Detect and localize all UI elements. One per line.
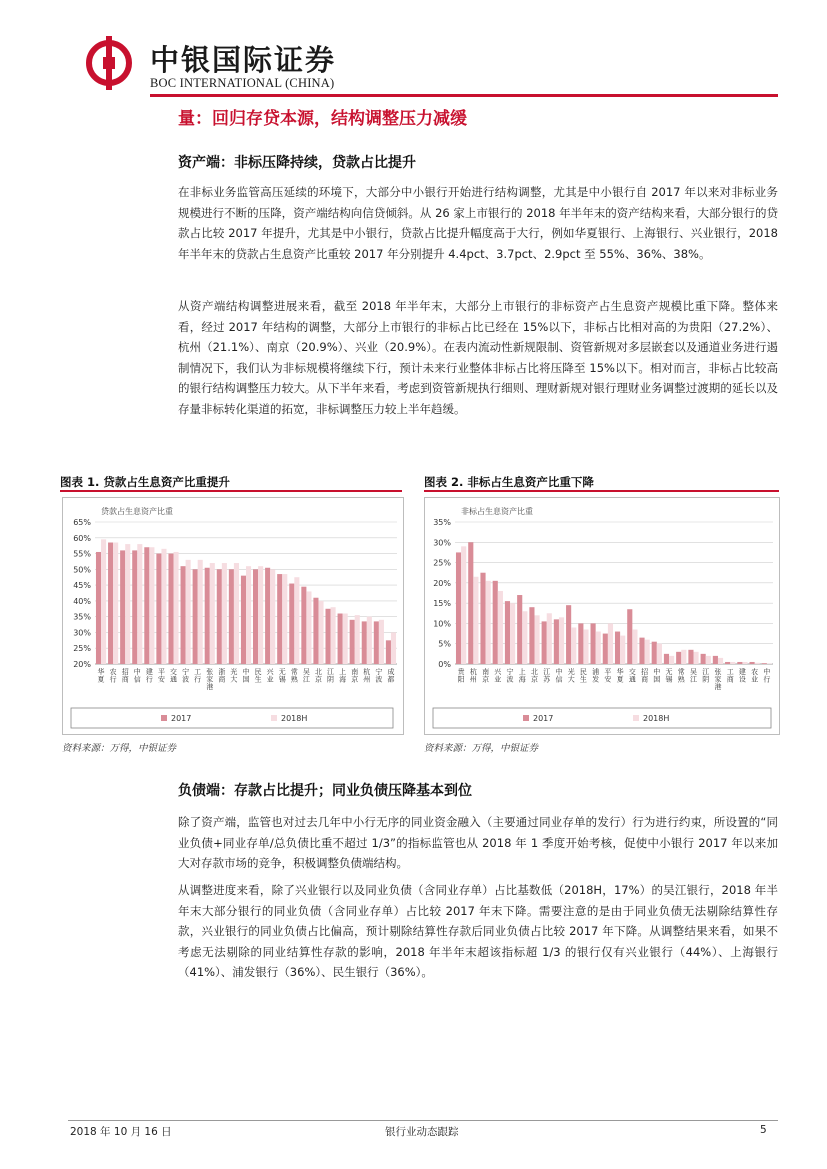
- bar-2017-9: [205, 568, 210, 664]
- bar-2017-3: [493, 581, 498, 664]
- bar-2017-10: [578, 623, 583, 664]
- liability-side-paragraph-1: 除了资产端，监管也对过去几年中小行无序的同业资金融入（主要通过同业存单的发行）行为进行约束，所设置的“同业负债+同业存单/总负债比重不超过 1/3”的指标监管也从 2018 年 1 季度开始考核，促使中小银行 2017 年以来加大对存款市场的竞争，积极调整负债端结构。: [178, 815, 778, 870]
- x-tick-label: 光大: [230, 668, 238, 684]
- bar-2017-16: [652, 642, 657, 664]
- legend-label-2018H: 2018H: [281, 714, 308, 723]
- x-tick-label: 贵阳: [457, 668, 465, 684]
- bar-2017-8: [554, 619, 559, 664]
- y-tick-label: 20%: [73, 660, 91, 669]
- bar-2018H-5: [522, 611, 527, 664]
- footer-report-name: 银行业动态跟踪: [385, 1126, 459, 1138]
- bar-2017-17: [301, 587, 306, 664]
- x-tick-label: 农业: [751, 668, 759, 684]
- bar-2018H-7: [186, 560, 191, 664]
- x-tick-label: 浦发: [592, 668, 600, 684]
- y-tick-label: 55%: [73, 549, 91, 559]
- y-tick-label: 50%: [73, 565, 91, 575]
- x-tick-label: 吴江: [690, 668, 697, 684]
- bar-2018H-4: [510, 603, 515, 664]
- bar-2017-7: [181, 566, 186, 664]
- bar-2018H-14: [632, 630, 637, 664]
- bar-2018H-16: [657, 644, 662, 664]
- bar-2018H-14: [270, 569, 275, 664]
- bar-2017-18: [313, 598, 318, 664]
- bar-2017-2: [480, 573, 485, 664]
- bar-2017-5: [517, 595, 522, 664]
- bar-2017-6: [529, 607, 534, 664]
- x-tick-label: 中国: [242, 668, 250, 684]
- bar-2017-24: [750, 662, 755, 664]
- footer-page-number: 5: [760, 1124, 767, 1136]
- chart-inner-title: 非标占生息资产比重: [461, 507, 533, 516]
- bar-2017-12: [603, 634, 608, 664]
- bar-2018H-8: [559, 617, 564, 664]
- bar-2017-13: [615, 632, 620, 664]
- bar-2018H-22: [367, 617, 372, 664]
- x-tick-label: 宁波: [182, 668, 190, 684]
- x-tick-label: 杭州: [469, 668, 477, 684]
- figure-1-title: 图表 1. 贷款占生息资产比重提升: [60, 475, 230, 489]
- bar-2017-1: [108, 543, 113, 664]
- y-tick-label: 5%: [438, 639, 451, 649]
- bar-2017-18: [676, 652, 681, 664]
- y-tick-label: 40%: [73, 596, 91, 606]
- bar-2018H-2: [486, 581, 491, 664]
- asset-side-paragraph-1: 在非标业务监管高压延续的环境下，大部分中小银行开始进行结构调整，尤其是中小银行自 2017 年以来对非标业务规模进行不断的压降，资产端结构向信贷倾斜。从 26 家上市银行的 2018 年半年末的资产结构来看，大部分银行的贷款占比较 2017 年提升，尤其是中小银行，贷款占比提升幅度高于大行，例如华夏银行、上海银行、兴业银行，2018 年半年末的贷款占生息资产比重较 2017 年分别提升 4.4pct、3.7pct、2.9pct 至 55%、36%、38%。: [178, 185, 778, 261]
- bar-2017-24: [386, 640, 391, 664]
- y-tick-label: 45%: [73, 581, 91, 591]
- bar-2017-11: [591, 623, 596, 664]
- x-tick-label: 常熟: [677, 668, 685, 684]
- x-tick-label: 吴江: [302, 668, 310, 684]
- bar-2018H-9: [571, 627, 576, 664]
- bar-2018H-4: [149, 547, 154, 664]
- x-tick-label: 华夏: [97, 668, 105, 684]
- x-tick-label: 江阴: [702, 668, 710, 684]
- bar-2018H-21: [718, 658, 723, 664]
- bar-2017-20: [338, 614, 343, 664]
- y-tick-label: 60%: [73, 533, 91, 543]
- bar-2017-1: [468, 542, 473, 664]
- brand-name-cn: 中银国际证券: [150, 43, 337, 77]
- x-tick-label: 江阴: [327, 668, 335, 684]
- bar-2018H-3: [498, 591, 503, 664]
- x-tick-label: 招商: [121, 668, 129, 684]
- x-tick-label: 上海: [339, 668, 347, 684]
- x-tick-label: 民生: [579, 668, 587, 684]
- y-tick-label: 30%: [433, 538, 451, 548]
- x-tick-label: 南京: [482, 668, 490, 684]
- x-tick-label: 张家港: [714, 668, 722, 691]
- bar-2018H-1: [473, 577, 478, 664]
- y-tick-label: 30%: [73, 628, 91, 638]
- footer-date: 2018 年 10 月 16 日: [70, 1126, 172, 1138]
- bar-2018H-0: [101, 539, 106, 664]
- bar-2017-13: [253, 569, 258, 664]
- bar-2017-3: [132, 550, 137, 664]
- x-tick-label: 无锡: [665, 668, 673, 684]
- bar-2018H-1: [113, 543, 118, 664]
- bar-2017-22: [725, 662, 730, 664]
- figure-1-rule: [60, 490, 402, 492]
- bar-2017-4: [505, 601, 510, 664]
- bar-2018H-20: [706, 656, 711, 664]
- bar-2017-0: [456, 552, 461, 664]
- asset-side-heading: 资产端：非标压降持续，贷款占比提升: [178, 155, 416, 171]
- x-tick-label: 中行: [763, 668, 771, 684]
- x-tick-label: 宁波: [506, 668, 514, 684]
- x-tick-label: 宁波: [375, 668, 383, 684]
- bar-2017-22: [362, 621, 367, 664]
- legend-label-2017: 2017: [171, 714, 192, 723]
- x-tick-label: 兴业: [266, 668, 274, 684]
- bar-2018H-18: [318, 601, 323, 664]
- legend-swatch-2017: [523, 715, 529, 721]
- bar-2017-10: [217, 569, 222, 664]
- liability-side-paragraph-2: 从调整进度来看，除了兴业银行以及同业负债（含同业存单）占比基数低（2018H，17%）的吴江银行，2018 年半年末大部分银行的同业负债（含同业存单）占比较 2017 年末下降。需要注意的是由于同业负债无法剔除结算性存款，兴业银行的同业负债占比偏高，预计剔除结算性存款后同业负债占比较 2017 年下降。从调整结果来看，如果不考虑无法剔除的同业结算性存款的影响，2018 年半年末超该指标超 1/3 的银行仅有兴业银行（44%）、上海银行（41%）、浦发银行（36%）、民生银行（36%）。: [178, 883, 778, 979]
- x-tick-label: 南京: [351, 668, 359, 684]
- x-tick-label: 平安: [157, 668, 165, 684]
- y-tick-label: 15%: [433, 599, 451, 609]
- bar-2017-15: [639, 638, 644, 664]
- figure-1-chart-frame: [62, 497, 404, 735]
- x-tick-label: 建行: [145, 668, 153, 684]
- bar-2018H-0: [461, 546, 466, 664]
- bar-2017-20: [701, 654, 706, 664]
- bar-2018H-11: [596, 632, 601, 664]
- y-tick-label: 65%: [73, 518, 91, 527]
- bar-2017-16: [289, 584, 294, 664]
- x-tick-label: 建设: [738, 668, 746, 684]
- bar-2018H-23: [742, 662, 747, 664]
- bar-2018H-24: [391, 632, 396, 664]
- bar-2017-5: [156, 554, 161, 664]
- bar-2017-6: [168, 554, 173, 664]
- bar-2018H-20: [343, 614, 348, 664]
- y-tick-label: 35%: [433, 518, 451, 527]
- x-tick-label: 杭州: [363, 668, 371, 684]
- bar-2017-4: [144, 547, 149, 664]
- non-standard-ratio-chart: [425, 498, 779, 734]
- figure-2-rule: [424, 490, 779, 492]
- bar-2018H-5: [161, 549, 166, 664]
- bar-2018H-12: [608, 623, 613, 664]
- legend-label-2018H: 2018H: [643, 714, 670, 723]
- bar-2018H-23: [379, 620, 384, 664]
- bar-2018H-15: [645, 640, 650, 664]
- x-tick-label: 兴业: [494, 668, 502, 684]
- bar-2018H-12: [246, 566, 251, 664]
- bar-2018H-6: [174, 552, 179, 664]
- bar-2018H-9: [210, 563, 215, 664]
- x-tick-label: 工行: [194, 668, 202, 684]
- bar-2018H-19: [331, 607, 336, 664]
- x-tick-label: 北京: [531, 668, 538, 684]
- x-tick-label: 江苏: [543, 668, 551, 684]
- figure-2-title: 图表 2. 非标占生息资产比重下降: [424, 475, 594, 489]
- legend-box: [71, 708, 393, 728]
- y-tick-label: 35%: [73, 612, 91, 622]
- bar-2018H-8: [198, 560, 203, 664]
- bar-2017-9: [566, 605, 571, 664]
- x-tick-label: 上海: [518, 668, 526, 684]
- bar-2017-19: [325, 609, 330, 664]
- x-tick-label: 中信: [133, 668, 141, 684]
- x-tick-label: 华夏: [616, 668, 624, 684]
- bar-2017-14: [265, 568, 270, 664]
- y-tick-label: 25%: [433, 558, 451, 568]
- x-tick-label: 北京: [314, 668, 322, 684]
- legend-label-2017: 2017: [533, 714, 554, 723]
- bar-2017-2: [120, 550, 125, 664]
- bar-2017-25: [762, 663, 767, 664]
- bar-2017-12: [241, 576, 246, 664]
- y-tick-label: 10%: [433, 619, 451, 629]
- bar-2017-0: [96, 552, 101, 664]
- x-tick-label: 平安: [604, 668, 612, 684]
- bar-2018H-7: [547, 613, 552, 664]
- footer-divider: [68, 1120, 778, 1121]
- bar-2018H-21: [355, 615, 360, 664]
- bar-2018H-6: [535, 615, 540, 664]
- legend-swatch-2018H: [271, 715, 277, 721]
- x-tick-label: 交通: [170, 668, 178, 684]
- bar-2018H-10: [222, 563, 227, 664]
- bar-2018H-13: [620, 636, 625, 664]
- loan-ratio-chart: [63, 498, 403, 734]
- bar-2017-17: [664, 654, 669, 664]
- bar-2017-15: [277, 574, 282, 664]
- bar-2017-7: [542, 621, 547, 664]
- bar-2018H-17: [669, 656, 674, 664]
- bar-2018H-18: [681, 650, 686, 664]
- chart-inner-title: 贷款占生息资产比重: [101, 507, 173, 516]
- bar-2018H-11: [234, 563, 239, 664]
- x-tick-label: 张家港: [206, 668, 214, 691]
- bar-2017-19: [688, 650, 693, 664]
- x-tick-label: 成都: [387, 668, 395, 684]
- bar-2018H-17: [306, 591, 311, 664]
- x-tick-label: 交通: [628, 668, 636, 684]
- x-tick-label: 浙商: [218, 668, 226, 684]
- section-title: 量：回归存贷本源，结构调整压力减缓: [178, 109, 467, 129]
- bar-2017-14: [627, 609, 632, 664]
- figure-1-source: 资料来源：万得，中银证券: [62, 743, 177, 754]
- company-logo-bar: [106, 36, 112, 90]
- bar-2017-8: [193, 569, 198, 664]
- x-tick-label: 无锡: [278, 668, 286, 684]
- x-tick-label: 工商: [726, 668, 734, 684]
- bar-2017-21: [713, 656, 718, 664]
- y-tick-label: 0%: [438, 660, 451, 669]
- bar-2018H-3: [137, 544, 142, 664]
- legend-swatch-2018H: [633, 715, 639, 721]
- bar-2018H-22: [730, 662, 735, 664]
- brand-name-en: BOC INTERNATIONAL (CHINA): [150, 76, 335, 90]
- header-divider: [150, 94, 778, 97]
- bar-2018H-19: [694, 652, 699, 664]
- x-tick-label: 常熟: [290, 668, 298, 684]
- x-tick-label: 招商: [641, 668, 649, 684]
- bar-2018H-24: [755, 663, 760, 664]
- bar-2018H-10: [583, 630, 588, 664]
- y-tick-label: 20%: [433, 578, 451, 588]
- bar-2017-21: [350, 620, 355, 664]
- legend-box: [433, 708, 771, 728]
- x-tick-label: 中国: [653, 668, 661, 684]
- bar-2017-23: [737, 662, 742, 664]
- x-tick-label: 农行: [109, 668, 117, 684]
- bar-2018H-13: [258, 566, 263, 664]
- legend-swatch-2017: [161, 715, 167, 721]
- bar-2018H-2: [125, 544, 130, 664]
- x-tick-label: 光大: [567, 668, 575, 684]
- x-tick-label: 中信: [555, 668, 563, 684]
- figure-2-chart-frame: [424, 497, 780, 735]
- figure-2-source: 资料来源：万得，中银证券: [424, 743, 539, 754]
- bar-2018H-16: [294, 577, 299, 664]
- liability-side-heading: 负债端：存款占比提升；同业负债压降基本到位: [178, 783, 472, 799]
- x-tick-label: 民生: [254, 668, 262, 684]
- bar-2017-23: [374, 621, 379, 664]
- asset-side-paragraph-2: 从资产端结构调整进展来看，截至 2018 年半年末，大部分上市银行的非标资产占生息资产规模比重下降。整体来看，经过 2017 年结构的调整，大部分上市银行的非标占比已经在 15%以下，非标占比相对高的为贵阳（27.2%）、杭州（21.1%）、南京（20.9%）、兴业（20.9%）。在表内流动性新规限制、资管新规对多层嵌套以及通道业务进行遏制情况下，我们认为非标规模将继续下行，预计未来行业整体非标占比将压降至 15%以下。相对而言，非标占比较高的银行结构调整压力较大。从下半年来看，考虑到资管新规执行细则、理财新规对银行理财业务调整过渡期的延长以及存量非标转化渠道的拓宽，非标调整压力较上半年趋缓。: [178, 299, 778, 416]
- y-tick-label: 25%: [73, 644, 91, 654]
- bar-2017-11: [229, 569, 234, 664]
- bar-2018H-15: [282, 574, 287, 664]
